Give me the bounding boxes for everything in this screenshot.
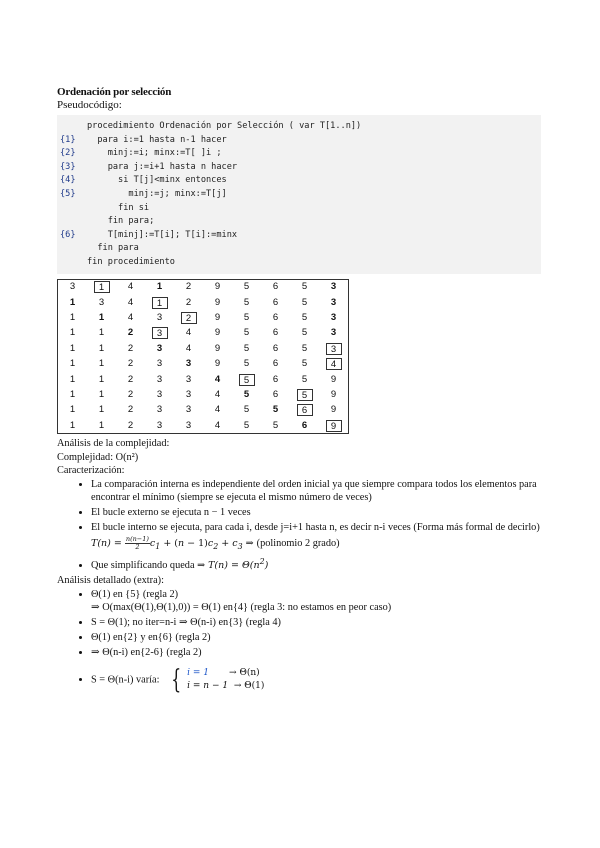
table-cell: [145, 418, 174, 434]
detailed-item-5: [91, 665, 547, 696]
table-cell: [290, 372, 319, 387]
table-cell: [174, 310, 203, 325]
detailed-item-1-a: Θ(1) en {5} (regla 2): [91, 588, 179, 600]
table-cell: [203, 403, 232, 418]
table-row: [58, 387, 349, 402]
table-cell: [58, 387, 88, 402]
table-cell: [261, 295, 290, 310]
table-cell: [87, 279, 116, 295]
brace-icon: {: [171, 665, 182, 696]
table-cell: [174, 403, 203, 418]
cell-value: 6: [272, 312, 279, 323]
cell-value: 5: [243, 358, 250, 370]
cell-value: 5: [301, 327, 308, 339]
table-cell: [290, 341, 319, 356]
bullet-inner-loop: [91, 521, 547, 554]
bullet-independent: • La comparación interna es independiente del orden inicial ya que siempre compara todos los elementos para encontrar el mínimo (siempre se ejecuta el mismo número de veces): [91, 478, 547, 505]
bullet-outer-loop: • El bucle externo se ejecuta n − 1 veces: [91, 506, 547, 519]
detailed-list: [57, 588, 547, 694]
table-cell: [116, 310, 145, 325]
table-cell: [116, 341, 145, 356]
cell-value: 2: [127, 373, 134, 385]
case-2-cond: i = n − 1: [187, 681, 229, 692]
table-cell: [174, 279, 203, 295]
code-line-text: minj:=i; minx:=T[ ]i ;: [87, 148, 222, 159]
cell-value: 4: [185, 327, 192, 339]
table-cell: [203, 326, 232, 341]
cell-value: 3: [69, 281, 76, 293]
table-cell: [58, 356, 88, 371]
cell-value: 3: [330, 296, 337, 308]
table-cell: [174, 295, 203, 310]
table-cell: [319, 279, 349, 295]
cell-value: 9: [330, 388, 337, 400]
detailed-item-2: • S = Θ(1); no iter=n-i ⇒ Θ(n-i) en{3} (regla 4): [91, 616, 547, 629]
cell-value: 3: [156, 342, 163, 354]
cell-value: 9: [330, 404, 337, 416]
cell-value: 5: [243, 342, 250, 354]
cell-value: 6: [272, 388, 279, 400]
inner-loop-text: El bucle interno se ejecuta, para cada i, desde j=i+1 hasta n, es decir n-i veces (Forma más formal de decirlo): [91, 521, 540, 533]
table-cell: [203, 418, 232, 434]
cell-value: 5: [243, 404, 250, 416]
table-cell: [116, 295, 145, 310]
code-line-text: fin para;: [87, 216, 155, 227]
cell-value: 4: [127, 296, 134, 308]
code-line: [57, 147, 541, 161]
table-cell: [145, 356, 174, 371]
case-1-res: → Θ(n): [229, 668, 260, 679]
code-line-text: si T[j]<minx entonces: [87, 175, 227, 186]
fraction: $\frac{n(n-1)}{2}$: [125, 535, 149, 552]
table-row: [58, 310, 349, 325]
table-cell: [58, 295, 88, 310]
table-cell: [116, 372, 145, 387]
cell-value: 5: [243, 327, 250, 339]
table-cell: [261, 279, 290, 295]
bullet-simplify: • Que simplificando queda ⇒ $T(n) = \Theta(n^2)$: [91, 555, 547, 573]
cell-value: 5: [301, 312, 308, 323]
complexity-line: Complejidad: O(n²): [57, 451, 139, 463]
code-line-number: {1}: [60, 134, 76, 145]
code-line-number: {3}: [60, 161, 76, 172]
code-line-text: para i:=1 hasta n-1 hacer: [87, 134, 227, 145]
case-1-cond: i = 1: [187, 668, 210, 679]
table-cell: [319, 310, 349, 325]
code-line-number: {6}: [60, 229, 76, 240]
detailed-item-3: • Θ(1) en{2} y en{6} (regla 2): [91, 631, 547, 644]
cell-value: 4: [214, 373, 221, 385]
table-cell: [174, 326, 203, 341]
cell-value: 5: [243, 388, 250, 400]
table-cell: [87, 387, 116, 402]
cost-formula: T(n) = $\frac{n(n-1)}{2}$ $c_1 + (n - 1)c_2 + c_3$ ⇒ (polinomio 2 grado): [91, 535, 340, 552]
cell-value: 2: [185, 296, 192, 308]
table-cell: [203, 341, 232, 356]
cell-value: 4: [214, 419, 221, 431]
cell-value: 1: [98, 342, 105, 354]
cell-value: 4: [326, 358, 342, 370]
code-line-text: para j:=i+1 hasta n hacer: [87, 161, 238, 172]
characterization-heading: Caracterización:: [57, 465, 125, 477]
simplify-text: Que simplificando queda: [91, 560, 195, 572]
table-row: [58, 295, 349, 310]
cell-value: 2: [127, 342, 134, 354]
characterization-list: [57, 478, 547, 573]
table-row: [58, 326, 349, 341]
cell-value: 5: [301, 296, 308, 308]
table-cell: [232, 418, 261, 434]
table-cell: [87, 341, 116, 356]
cell-value: 3: [156, 419, 163, 431]
cell-value: 3: [185, 404, 192, 416]
cell-value: 2: [127, 388, 134, 400]
code-line-text: T[minj]:=T[i]; T[i]:=minx: [87, 229, 238, 240]
cell-value: 5: [301, 342, 308, 354]
cell-value: 1: [152, 297, 168, 309]
code-line: [57, 202, 541, 216]
cell-value: 5: [297, 389, 313, 401]
cell-value: 9: [214, 312, 221, 323]
table-cell: [261, 341, 290, 356]
cell-value: 6: [272, 373, 279, 385]
table-cell: [145, 295, 174, 310]
code-line: [57, 242, 541, 256]
table-cell: [232, 356, 261, 371]
table-cell: [319, 403, 349, 418]
code-line: [57, 120, 541, 134]
cell-value: 4: [127, 312, 134, 323]
table-cell: [290, 310, 319, 325]
cell-value: 1: [69, 296, 76, 308]
cell-value: 5: [243, 281, 250, 293]
table-cell: [232, 326, 261, 341]
table-cell: [319, 418, 349, 434]
table-cell: [319, 326, 349, 341]
table-cell: [87, 310, 116, 325]
section-title: Ordenación por selección: [57, 86, 172, 98]
code-line-number: {2}: [60, 148, 76, 159]
table-cell: [58, 310, 88, 325]
table-cell: [290, 326, 319, 341]
cell-value: 3: [185, 373, 192, 385]
cell-value: 3: [156, 373, 163, 385]
pseudocode-label: Pseudocódigo:: [57, 99, 122, 111]
table-cell: [319, 295, 349, 310]
table-cell: [87, 356, 116, 371]
table-row: [58, 372, 349, 387]
code-line-number: {5}: [60, 188, 76, 199]
cell-value: 1: [94, 281, 110, 293]
cell-value: 5: [301, 373, 308, 385]
detailed-item-1-b: ⇒ O(max(Θ(1),Θ(1),0)) = Θ(1) en{4} (regla 3: no estamos en peor caso): [91, 601, 392, 613]
table-cell: [261, 387, 290, 402]
cell-value: 1: [69, 327, 76, 339]
table-cell: [203, 310, 232, 325]
cell-value: 3: [330, 312, 337, 323]
case-2-res: → Θ(1): [233, 681, 265, 692]
table-cell: [261, 403, 290, 418]
table-cell: [203, 295, 232, 310]
table-cell: [290, 356, 319, 371]
cell-value: 1: [98, 327, 105, 339]
cell-value: 1: [69, 388, 76, 400]
table-row: [58, 341, 349, 356]
table-cell: [58, 341, 88, 356]
cell-value: 9: [326, 420, 342, 432]
cell-value: 2: [127, 358, 134, 370]
detailed-item-4: • ⇒ Θ(n-i) en{2-6} (regla 2): [91, 646, 547, 659]
table-cell: [290, 403, 319, 418]
cell-value: 6: [301, 419, 308, 431]
table-cell: [232, 387, 261, 402]
cell-value: 3: [156, 312, 163, 323]
cell-value: 1: [69, 358, 76, 370]
table-cell: [116, 326, 145, 341]
cell-value: 1: [98, 312, 105, 323]
analysis-heading: Análisis de la complejidad:: [57, 438, 170, 450]
cell-value: 3: [156, 358, 163, 370]
cell-value: 5: [243, 419, 250, 431]
cell-value: 1: [69, 312, 76, 323]
cell-value: 2: [185, 281, 192, 293]
cell-value: 9: [214, 296, 221, 308]
cell-value: 3: [98, 296, 105, 308]
table-row: [58, 356, 349, 371]
code-line-text: fin si: [87, 202, 150, 213]
cell-value: 1: [69, 419, 76, 431]
table-cell: [290, 387, 319, 402]
table-cell: [87, 326, 116, 341]
table-cell: [290, 279, 319, 295]
cell-value: 1: [69, 404, 76, 416]
cell-value: 3: [330, 327, 337, 339]
table-cell: [145, 279, 174, 295]
table-cell: [58, 326, 88, 341]
cell-value: 3: [152, 327, 168, 339]
cell-value: 5: [243, 312, 250, 323]
cell-value: 5: [243, 296, 250, 308]
code-line-text: fin procedimiento: [87, 256, 175, 267]
table-cell: [58, 403, 88, 418]
cell-value: 5: [272, 404, 279, 416]
cell-value: 1: [69, 373, 76, 385]
table-cell: [145, 372, 174, 387]
table-cell: [174, 356, 203, 371]
table-cell: [174, 372, 203, 387]
table-row: [58, 418, 349, 434]
cell-value: 6: [272, 327, 279, 339]
cell-value: 3: [330, 281, 337, 293]
table-cell: [174, 418, 203, 434]
table-row: [58, 279, 349, 295]
table-cell: [232, 403, 261, 418]
code-line: [57, 174, 541, 188]
table-cell: [232, 279, 261, 295]
cell-value: 1: [98, 404, 105, 416]
cell-value: 1: [98, 358, 105, 370]
varia-label: S = Θ(n-i) varía:: [91, 674, 160, 686]
table-row: [58, 403, 349, 418]
cell-value: 9: [214, 281, 221, 293]
code-line: [57, 134, 541, 148]
cell-value: 6: [272, 358, 279, 370]
cell-value: 2: [127, 327, 134, 339]
cell-value: 4: [214, 388, 221, 400]
table-cell: [232, 295, 261, 310]
table-cell: [116, 356, 145, 371]
table-cell: [261, 310, 290, 325]
code-line: [57, 188, 541, 202]
table-cell: [290, 418, 319, 434]
table-cell: [116, 403, 145, 418]
code-line: [57, 161, 541, 175]
code-line-text: fin para: [87, 243, 139, 254]
table-cell: [87, 372, 116, 387]
table-cell: [58, 279, 88, 295]
cases: [187, 667, 264, 693]
cell-value: 6: [297, 404, 313, 416]
code-line-text: procedimiento Ordenación por Selección ( var T[1..n]): [87, 121, 362, 131]
table-cell: [145, 387, 174, 402]
cell-value: 1: [69, 342, 76, 354]
code-line: [57, 229, 541, 243]
table-cell: [261, 326, 290, 341]
table-cell: [232, 341, 261, 356]
table-cell: [232, 310, 261, 325]
cell-value: 9: [330, 373, 337, 385]
cell-value: 5: [239, 374, 255, 386]
cell-value: 5: [272, 419, 279, 431]
cell-value: 4: [127, 281, 134, 293]
cell-value: 2: [127, 404, 134, 416]
cell-value: 3: [156, 388, 163, 400]
cell-value: 1: [98, 419, 105, 431]
table-cell: [203, 387, 232, 402]
table-cell: [145, 403, 174, 418]
code-line-number: {4}: [60, 175, 76, 186]
table-cell: [319, 387, 349, 402]
table-cell: [319, 341, 349, 356]
table-cell: [261, 372, 290, 387]
table-cell: [116, 418, 145, 434]
cell-value: 1: [98, 373, 105, 385]
table-cell: [145, 341, 174, 356]
table-cell: [174, 387, 203, 402]
table-cell: [290, 295, 319, 310]
table-cell: [261, 356, 290, 371]
selection-sort-trace-table: [57, 279, 349, 435]
cell-value: 6: [272, 342, 279, 354]
document-page: [57, 86, 547, 695]
cell-value: 3: [185, 388, 192, 400]
table-cell: [319, 356, 349, 371]
cell-value: 4: [185, 342, 192, 354]
cell-value: 9: [214, 327, 221, 339]
table-cell: [87, 295, 116, 310]
table-cell: [203, 356, 232, 371]
piecewise: [168, 665, 265, 696]
table-cell: [145, 326, 174, 341]
code-block: [57, 115, 541, 274]
cell-value: 1: [98, 388, 105, 400]
table-cell: [203, 372, 232, 387]
cell-value: 4: [214, 404, 221, 416]
table-cell: [145, 310, 174, 325]
table-cell: [87, 403, 116, 418]
cell-value: 6: [272, 296, 279, 308]
detailed-item-1: [91, 588, 547, 615]
table-cell: [232, 372, 261, 387]
table-cell: [116, 387, 145, 402]
table-cell: [174, 341, 203, 356]
cell-value: 2: [181, 312, 197, 324]
table-cell: [203, 279, 232, 295]
table-cell: [87, 418, 116, 434]
code-line-text: minj:=j; minx:=T[j]: [87, 188, 227, 199]
cell-value: 9: [214, 358, 221, 370]
table-cell: [58, 372, 88, 387]
code-line: [57, 215, 541, 229]
cell-value: 3: [156, 404, 163, 416]
detailed-heading: Análisis detallado (extra):: [57, 575, 164, 587]
table-cell: [116, 279, 145, 295]
cell-value: 1: [156, 281, 163, 293]
cell-value: 3: [185, 358, 192, 370]
cell-value: 9: [214, 342, 221, 354]
cell-value: 3: [326, 343, 342, 355]
formula-tail: (polinomio 2 grado): [256, 538, 340, 550]
code-line: [57, 256, 541, 270]
cell-value: 5: [301, 358, 308, 370]
table-cell: [261, 418, 290, 434]
table-cell: [319, 372, 349, 387]
cell-value: 3: [185, 419, 192, 431]
cell-value: 2: [127, 419, 134, 431]
cell-value: 6: [272, 281, 279, 293]
table-cell: [58, 418, 88, 434]
cell-value: 5: [301, 281, 308, 293]
